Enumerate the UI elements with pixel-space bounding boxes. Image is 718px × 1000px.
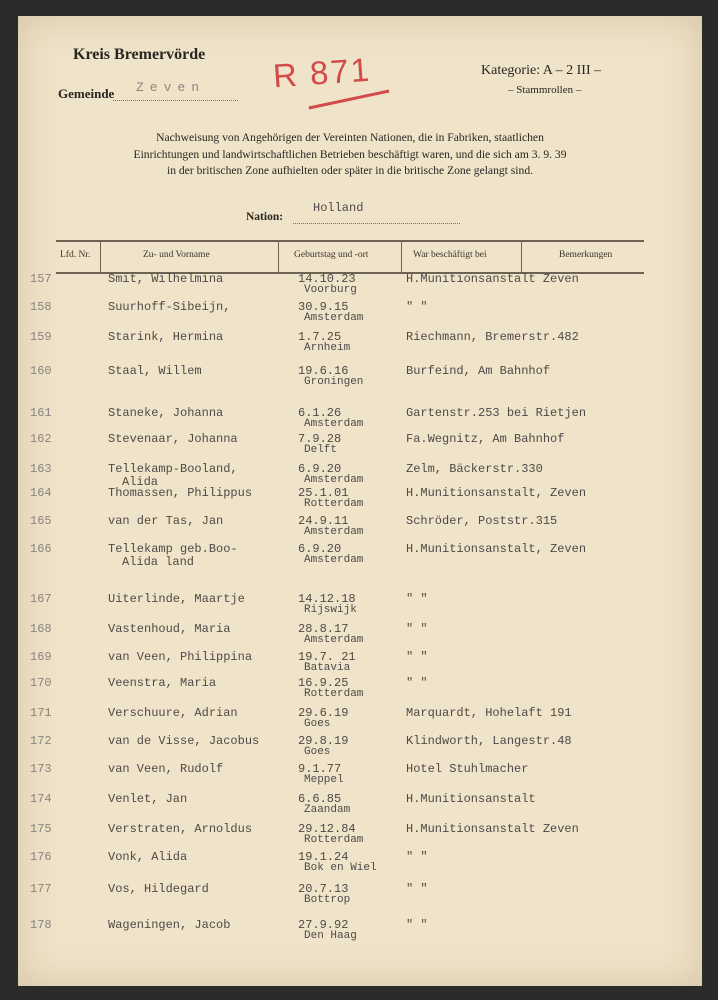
gemeinde-value: Zeven bbox=[136, 80, 206, 95]
red-stamp-underline bbox=[309, 90, 390, 110]
row-number: 158 bbox=[30, 300, 52, 314]
row-name: Smit, Wilhelmina bbox=[108, 272, 224, 286]
row-name-cont: Alida bbox=[122, 475, 159, 489]
row-name: Vonk, Alida bbox=[108, 850, 188, 864]
row-birth-date: 14.10.23 bbox=[298, 272, 356, 286]
row-employer: H.Munitionsanstalt Zeven bbox=[406, 822, 579, 836]
row-employer: Marquardt, Hohelaft 191 bbox=[406, 706, 572, 720]
row-birth-date: 19.6.16 bbox=[298, 364, 349, 378]
row-name: Veenstra, Maria bbox=[108, 676, 217, 690]
row-name: van Veen, Rudolf bbox=[108, 762, 224, 776]
row-birth-place: Goes bbox=[304, 718, 331, 730]
row-name: Verschuure, Adrian bbox=[108, 706, 238, 720]
column-header-name: Zu- und Vorname bbox=[143, 250, 210, 260]
row-number: 171 bbox=[30, 706, 52, 720]
row-employer: " " bbox=[406, 592, 428, 606]
row-number: 169 bbox=[30, 650, 52, 664]
row-employer: Burfeind, Am Bahnhof bbox=[406, 364, 551, 378]
row-number: 178 bbox=[30, 918, 52, 932]
kategorie: Kategorie: A – 2 III – bbox=[481, 63, 602, 78]
nation-value: Holland bbox=[313, 201, 364, 215]
row-birth-date: 29.6.19 bbox=[298, 706, 349, 720]
row-name-cont: Alida land bbox=[122, 555, 195, 569]
row-name: Staneke, Johanna bbox=[108, 406, 224, 420]
row-birth-date: 28.8.17 bbox=[298, 622, 349, 636]
row-name: van de Visse, Jacobus bbox=[108, 734, 260, 748]
row-employer: " " bbox=[406, 300, 428, 314]
row-name: Vastenhoud, Maria bbox=[108, 622, 231, 636]
row-employer: Gartenstr.253 bei Rietjen bbox=[406, 406, 587, 420]
row-number: 173 bbox=[30, 762, 52, 776]
column-divider bbox=[100, 240, 101, 274]
gemeinde-label: Gemeinde bbox=[58, 86, 115, 101]
row-employer: H.Munitionsanstalt Zeven bbox=[406, 272, 579, 286]
row-birth-date: 27.9.92 bbox=[298, 918, 349, 932]
row-birth-place: Zaandam bbox=[304, 804, 351, 816]
row-employer: " " bbox=[406, 882, 428, 896]
row-birth-date: 29.12.84 bbox=[298, 822, 356, 836]
nation-dotted-line bbox=[293, 223, 460, 224]
column-divider bbox=[401, 240, 402, 274]
row-birth-place: Groningen bbox=[304, 376, 364, 388]
row-number: 164 bbox=[30, 486, 52, 500]
row-number: 160 bbox=[30, 364, 52, 378]
row-birth-date: 16.9.25 bbox=[298, 676, 349, 690]
row-birth-place: Bok en Wiel bbox=[304, 862, 377, 874]
table-top-rule bbox=[56, 240, 644, 242]
row-number: 163 bbox=[30, 462, 52, 476]
row-birth-date: 7.9.28 bbox=[298, 432, 342, 446]
row-birth-place: Rotterdam bbox=[304, 834, 364, 846]
row-number: 167 bbox=[30, 592, 52, 606]
row-name: Verstraten, Arnoldus bbox=[108, 822, 253, 836]
row-employer: H.Munitionsanstalt, Zeven bbox=[406, 542, 587, 556]
gemeinde-dotted-line bbox=[113, 100, 238, 101]
row-employer: " " bbox=[406, 676, 428, 690]
row-birth-date: 29.8.19 bbox=[298, 734, 349, 748]
row-number: 161 bbox=[30, 406, 52, 420]
row-birth-place: Arnheim bbox=[304, 342, 351, 354]
column-header-work: War beschäftigt bei bbox=[413, 250, 487, 260]
row-birth-date: 14.12.18 bbox=[298, 592, 356, 606]
row-birth-date: 6.6.85 bbox=[298, 792, 342, 806]
row-birth-date: 25.1.01 bbox=[298, 486, 349, 500]
red-stamp: R 871 bbox=[271, 50, 373, 95]
row-number: 176 bbox=[30, 850, 52, 864]
row-name: Uiterlinde, Maartje bbox=[108, 592, 245, 606]
row-number: 174 bbox=[30, 792, 52, 806]
row-number: 172 bbox=[30, 734, 52, 748]
row-birth-place: Voorburg bbox=[304, 284, 357, 296]
row-number: 165 bbox=[30, 514, 52, 528]
row-employer: Schröder, Poststr.315 bbox=[406, 514, 558, 528]
row-name: Starink, Hermina bbox=[108, 330, 224, 344]
column-header-nr: Lfd. Nr. bbox=[60, 250, 91, 260]
row-employer: " " bbox=[406, 850, 428, 864]
row-number: 159 bbox=[30, 330, 52, 344]
row-number: 177 bbox=[30, 882, 52, 896]
row-number: 157 bbox=[30, 272, 52, 286]
row-birth-date: 9.1.77 bbox=[298, 762, 342, 776]
row-name: Suurhoff-Sibeijn, bbox=[108, 300, 231, 314]
row-birth-date: 6.9.20 bbox=[298, 542, 342, 556]
row-name: Vos, Hildegard bbox=[108, 882, 209, 896]
row-birth-date: 6.9.20 bbox=[298, 462, 342, 476]
column-divider bbox=[521, 240, 522, 274]
row-name: Stevenaar, Johanna bbox=[108, 432, 238, 446]
row-name: van Veen, Philippina bbox=[108, 650, 253, 664]
row-birth-date: 20.7.13 bbox=[298, 882, 349, 896]
row-number: 175 bbox=[30, 822, 52, 836]
row-number: 166 bbox=[30, 542, 52, 556]
row-number: 168 bbox=[30, 622, 52, 636]
form-heading: Nachweisung von Angehörigen der Vereinten Nationen, die in Fabriken, staatlichen Einrichtungen und landwirtschaftlichen Betrieben beschäftigt waren, und die sich am 3. 9. 39 in der britischen Zone aufhielten oder später in die britische Zone gelangt sind. bbox=[133, 131, 567, 177]
row-name: Wageningen, Jacob bbox=[108, 918, 231, 932]
nation-label: Nation: bbox=[246, 211, 284, 223]
row-birth-place: Amsterdam bbox=[304, 312, 364, 324]
row-name: Tellekamp geb.Boo- bbox=[108, 542, 238, 556]
row-name: Tellekamp-Booland, bbox=[108, 462, 238, 476]
row-employer: " " bbox=[406, 650, 428, 664]
column-header-remarks: Bemerkungen bbox=[559, 250, 613, 260]
row-employer: H.Munitionsanstalt bbox=[406, 792, 536, 806]
row-employer: H.Munitionsanstalt, Zeven bbox=[406, 486, 587, 500]
row-birth-place: Rotterdam bbox=[304, 688, 364, 700]
row-birth-place: Amsterdam bbox=[304, 526, 364, 538]
row-birth-place: Delft bbox=[304, 444, 338, 456]
row-birth-place: Meppel bbox=[304, 774, 344, 786]
column-divider bbox=[278, 240, 279, 274]
row-employer: " " bbox=[406, 918, 428, 932]
row-birth-place: Den Haag bbox=[304, 930, 357, 942]
row-employer: Riechmann, Bremerstr.482 bbox=[406, 330, 579, 344]
row-birth-place: Rijswijk bbox=[304, 604, 357, 616]
row-name: Thomassen, Philippus bbox=[108, 486, 253, 500]
row-employer: " " bbox=[406, 622, 428, 636]
row-birth-place: Bottrop bbox=[304, 894, 351, 906]
row-employer: Zelm, Bäckerstr.330 bbox=[406, 462, 543, 476]
row-birth-place: Goes bbox=[304, 746, 331, 758]
row-birth-date: 19.1.24 bbox=[298, 850, 349, 864]
row-employer: Fa.Wegnitz, Am Bahnhof bbox=[406, 432, 565, 446]
kreis-title: Kreis Bremervörde bbox=[73, 46, 206, 63]
row-birth-place: Amsterdam bbox=[304, 634, 364, 646]
row-birth-date: 24.9.11 bbox=[298, 514, 349, 528]
row-birth-date: 6.1.26 bbox=[298, 406, 342, 420]
row-birth-place: Amsterdam bbox=[304, 418, 364, 430]
row-name: Venlet, Jan bbox=[108, 792, 188, 806]
row-birth-place: Batavia bbox=[304, 662, 351, 674]
row-birth-date: 19.7. 21 bbox=[298, 650, 356, 664]
row-employer: Hotel Stuhlmacher bbox=[406, 762, 529, 776]
row-birth-date: 1.7.25 bbox=[298, 330, 342, 344]
stammrollen: – Stammrollen – bbox=[508, 84, 582, 96]
column-header-birth: Geburtstag und -ort bbox=[294, 250, 369, 260]
row-birth-place: Amsterdam bbox=[304, 474, 364, 486]
row-birth-place: Amsterdam bbox=[304, 554, 364, 566]
row-birth-place: Rotterdam bbox=[304, 498, 364, 510]
row-number: 162 bbox=[30, 432, 52, 446]
row-number: 170 bbox=[30, 676, 52, 690]
row-name: Staal, Willem bbox=[108, 364, 202, 378]
row-birth-date: 30.9.15 bbox=[298, 300, 349, 314]
row-employer: Klindworth, Langestr.48 bbox=[406, 734, 572, 748]
document-page bbox=[18, 16, 702, 986]
row-name: van der Tas, Jan bbox=[108, 514, 224, 528]
